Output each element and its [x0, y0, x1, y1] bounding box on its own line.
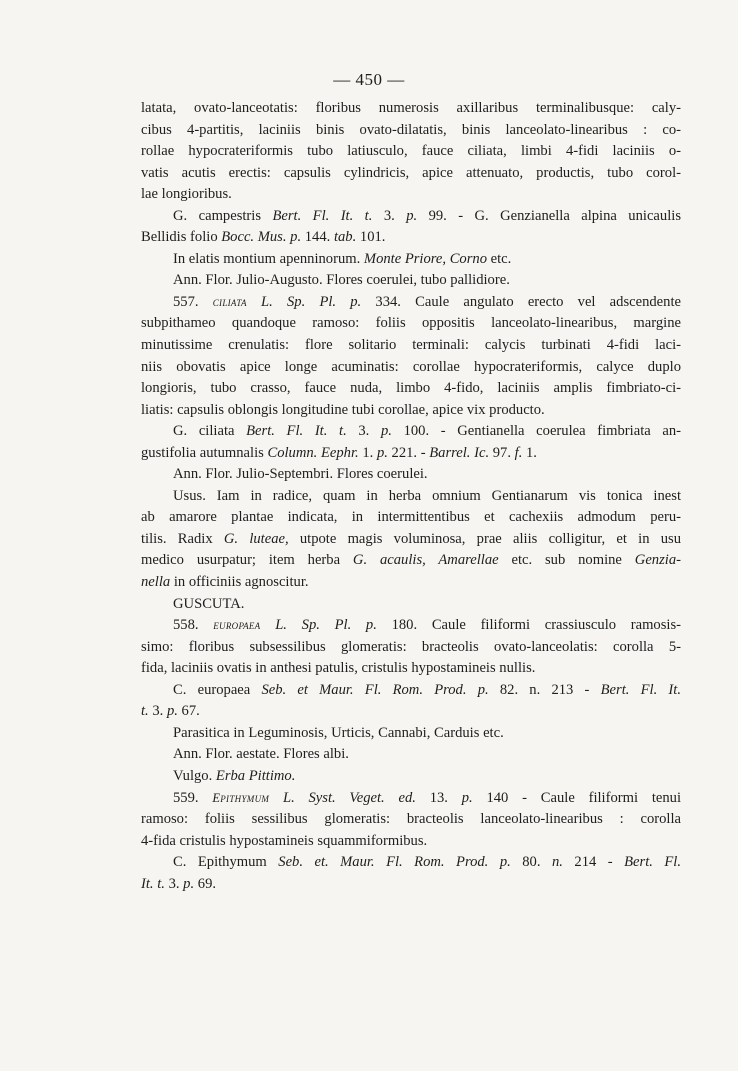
italic-segment: nella — [141, 574, 171, 591]
italic-segment: L. Syst. Veget. ed. — [282, 789, 416, 806]
italic-segment: p. — [183, 875, 195, 892]
text-segment: 1. — [358, 444, 377, 461]
text-segment: C. europaea — [173, 681, 262, 698]
italic-segment: It. t. — [141, 875, 165, 892]
text-line — [141, 658, 681, 680]
text-segment: lae longioribus. — [141, 186, 232, 203]
smallcaps-segment: europaea — [213, 618, 261, 633]
text-line — [141, 292, 681, 314]
text-line — [141, 443, 681, 465]
italic-segment: Seb. et. Maur. Fl. Rom. Prod. p. — [278, 854, 511, 871]
italic-segment: p. — [461, 789, 473, 806]
text-segment: etc. — [487, 250, 512, 267]
text-line — [141, 141, 681, 163]
text-line — [141, 723, 681, 745]
text-segment: Bellidis folio — [141, 229, 222, 246]
text-segment: Usus. Iam in radice, quam in herba omnium Gentianarum vis tonica inest — [173, 487, 681, 504]
text-segment — [269, 790, 283, 806]
text-line — [141, 744, 681, 766]
italic-segment: p. — [406, 207, 418, 224]
text-line — [141, 831, 681, 853]
italic-segment: f. — [514, 444, 523, 461]
text-segment: 334. Caule angulato erecto vel adscendente — [361, 293, 681, 310]
text-segment: 559. — [173, 789, 213, 806]
text-segment: 67. — [177, 703, 200, 720]
text-segment: 69. — [194, 875, 217, 892]
text-line — [141, 421, 681, 443]
text-line — [141, 120, 681, 142]
italic-segment: G. acaulis, Amarellae — [352, 552, 499, 569]
italic-segment: Bert. Fl. It. t. — [272, 207, 373, 224]
text-segment: 558. — [173, 617, 214, 634]
text-line — [141, 378, 681, 400]
text-segment: vatis acutis erectis: capsulis cylindricis, apice attenuato, productis, tubo corol- — [141, 164, 681, 181]
text-segment: subpithameo quandoque ramoso: foliis oppositis lanceolato-linearibus, margine — [141, 315, 681, 332]
text-segment: medico usurpatur; item herba — [141, 552, 353, 569]
text-segment: utpote magis voluminosa, prae aliis colligitur, et in usu — [288, 530, 681, 547]
text-segment: 82. n. 213 - — [488, 681, 601, 698]
text-segment: cibus 4-partitis, laciniis binis ovato-dilatatis, binis lanceolato-linearibus : co- — [141, 121, 681, 138]
text-segment: 3. — [346, 423, 381, 440]
italic-segment: Erba Pittimo. — [215, 767, 296, 784]
italic-segment: L. Sp. Pl. p. — [275, 617, 377, 634]
text-segment: ab amarore plantae indicata, in intermittentibus et cachexiis admodum peru- — [141, 509, 681, 526]
text-line — [141, 637, 681, 659]
text-segment: rollae hypocrateriformis tubo latiusculo, fauce ciliata, limbi 4-fidi laciniis o- — [141, 143, 681, 160]
page-number: — 450 — — [333, 70, 405, 89]
text-segment: 99. - G. Genzianella alpina unicaulis — [417, 207, 681, 224]
italic-segment: Bocc. Mus. p. — [221, 229, 302, 246]
text-line — [141, 163, 681, 185]
text-segment: 180. Caule filiformi crassiusculo ramosis- — [376, 617, 682, 634]
text-line — [141, 680, 681, 702]
text-line — [141, 529, 681, 551]
text-segment: 4-fida cristulis hypostamineis squammiformibus. — [141, 832, 428, 849]
text-segment: 101. — [356, 229, 386, 246]
text-segment: tilis. Radix — [141, 530, 224, 547]
text-line — [141, 852, 681, 874]
text-segment: Ann. Flor. Julio-Augusto. Flores coerulei, tubo pallidiore. — [173, 272, 510, 289]
text-line — [141, 788, 681, 810]
text-segment: 214 - — [562, 854, 625, 871]
text-segment: 1. — [522, 444, 537, 461]
text-segment: C. Epithymum — [173, 854, 279, 871]
text-line — [141, 313, 681, 335]
text-segment — [247, 294, 261, 310]
text-segment: 557. — [173, 293, 213, 310]
smallcaps-segment: Epithymum — [212, 790, 270, 805]
italic-segment: t. — [141, 703, 149, 720]
text-segment: 80. — [510, 854, 552, 871]
italic-segment: n. — [551, 854, 563, 871]
text-line — [141, 701, 681, 723]
text-segment: etc. sub nomine — [498, 552, 635, 569]
text-line — [141, 206, 681, 228]
text-segment: fida, laciniis ovatis in anthesi patulis, cristulis hypostamineis nullis. — [141, 660, 536, 677]
body-text — [141, 98, 681, 895]
text-line — [141, 572, 681, 594]
italic-segment: tab. — [333, 229, 357, 246]
text-segment: Parasitica in Leguminosis, Urticis, Cannabi, Carduis etc. — [173, 724, 504, 741]
text-segment: simo: floribus subsessilibus glomeratis: bracteolis ovato-lanceolatis: corolla 5- — [141, 638, 681, 655]
italic-segment: Bert. Fl. It. t. — [246, 423, 347, 440]
text-line — [141, 249, 681, 271]
italic-segment: Column. Eephr. — [267, 444, 359, 461]
text-line — [141, 874, 681, 896]
italic-segment: Bert. Fl. It. — [600, 681, 681, 698]
text-segment: niis obovatis apice longe acuminatis: corollae hypocrateriformis, calyce duplo — [141, 358, 681, 375]
italic-segment: L. Sp. Pl. p. — [261, 293, 362, 310]
text-segment: 97. — [489, 444, 515, 461]
text-segment: 3. — [148, 703, 167, 720]
text-line — [141, 400, 681, 422]
text-segment — [260, 617, 275, 633]
italic-segment: Genzia- — [634, 552, 681, 569]
text-segment: minutissime crenulatis: flore solitario terminali: calycis turbinati 4-fidi laci- — [141, 337, 681, 354]
text-segment: Ann. Flor. aestate. Flores albi. — [173, 746, 349, 763]
text-segment: 221. - — [387, 444, 430, 461]
text-segment: Ann. Flor. Julio-Septembri. Flores coerulei. — [173, 466, 428, 483]
text-segment: latata, ovato-lanceotatis: floribus numerosis axillaribus terminalibusque: caly- — [141, 100, 681, 116]
text-segment: 100. - Gentianella coerulea fimbriata an- — [391, 423, 682, 440]
text-segment: in officiniis agnoscitur. — [170, 574, 309, 591]
text-line — [141, 464, 681, 486]
text-line — [141, 507, 681, 529]
text-segment: gustifolia autumnalis — [141, 444, 268, 461]
italic-segment: Bert. Fl. — [624, 854, 681, 871]
text-segment: 13. — [415, 789, 462, 806]
italic-segment: Monte Priore, Corno — [363, 250, 487, 267]
text-segment: In elatis montium apenninorum. — [173, 250, 364, 267]
text-line — [141, 766, 681, 788]
text-segment: longioris, tubo crasso, fauce nuda, limbo 4-fido, laciniis amplis fimbriato-ci- — [141, 380, 681, 397]
smallcaps-segment: ciliata — [212, 294, 247, 309]
text-line — [141, 98, 681, 120]
text-line — [141, 550, 681, 572]
text-line — [141, 270, 681, 292]
text-line — [141, 227, 681, 249]
text-line — [141, 594, 681, 616]
italic-segment: Barrel. Ic. — [429, 444, 490, 461]
italic-segment: p. — [376, 444, 388, 461]
text-line — [141, 809, 681, 831]
text-segment: 3. — [372, 207, 407, 224]
text-line — [141, 615, 681, 637]
text-segment: G. ciliata — [173, 423, 247, 440]
italic-segment: Seb. et Maur. Fl. Rom. Prod. p. — [261, 681, 489, 698]
italic-segment: p. — [380, 423, 392, 440]
text-segment: GUSCUTA. — [173, 595, 245, 612]
text-line — [141, 486, 681, 508]
text-line — [141, 357, 681, 379]
italic-segment: G. luteae, — [223, 530, 289, 547]
text-segment: 144. — [301, 229, 334, 246]
italic-segment: p. — [166, 703, 178, 720]
text-segment: ramoso: foliis sessilibus glomeratis: bracteolis lanceolato-linearibus : corolla — [141, 811, 681, 828]
text-line — [141, 184, 681, 206]
text-segment: 3. — [164, 875, 184, 892]
text-segment: liatis: capsulis oblongis longitudine tubi corollae, apice vix producto. — [141, 401, 545, 418]
text-segment: 140 - Caule filiformi tenui — [472, 789, 681, 806]
text-segment: Vulgo. — [173, 767, 216, 784]
text-line — [141, 335, 681, 357]
text-segment: G. campestris — [173, 207, 273, 224]
